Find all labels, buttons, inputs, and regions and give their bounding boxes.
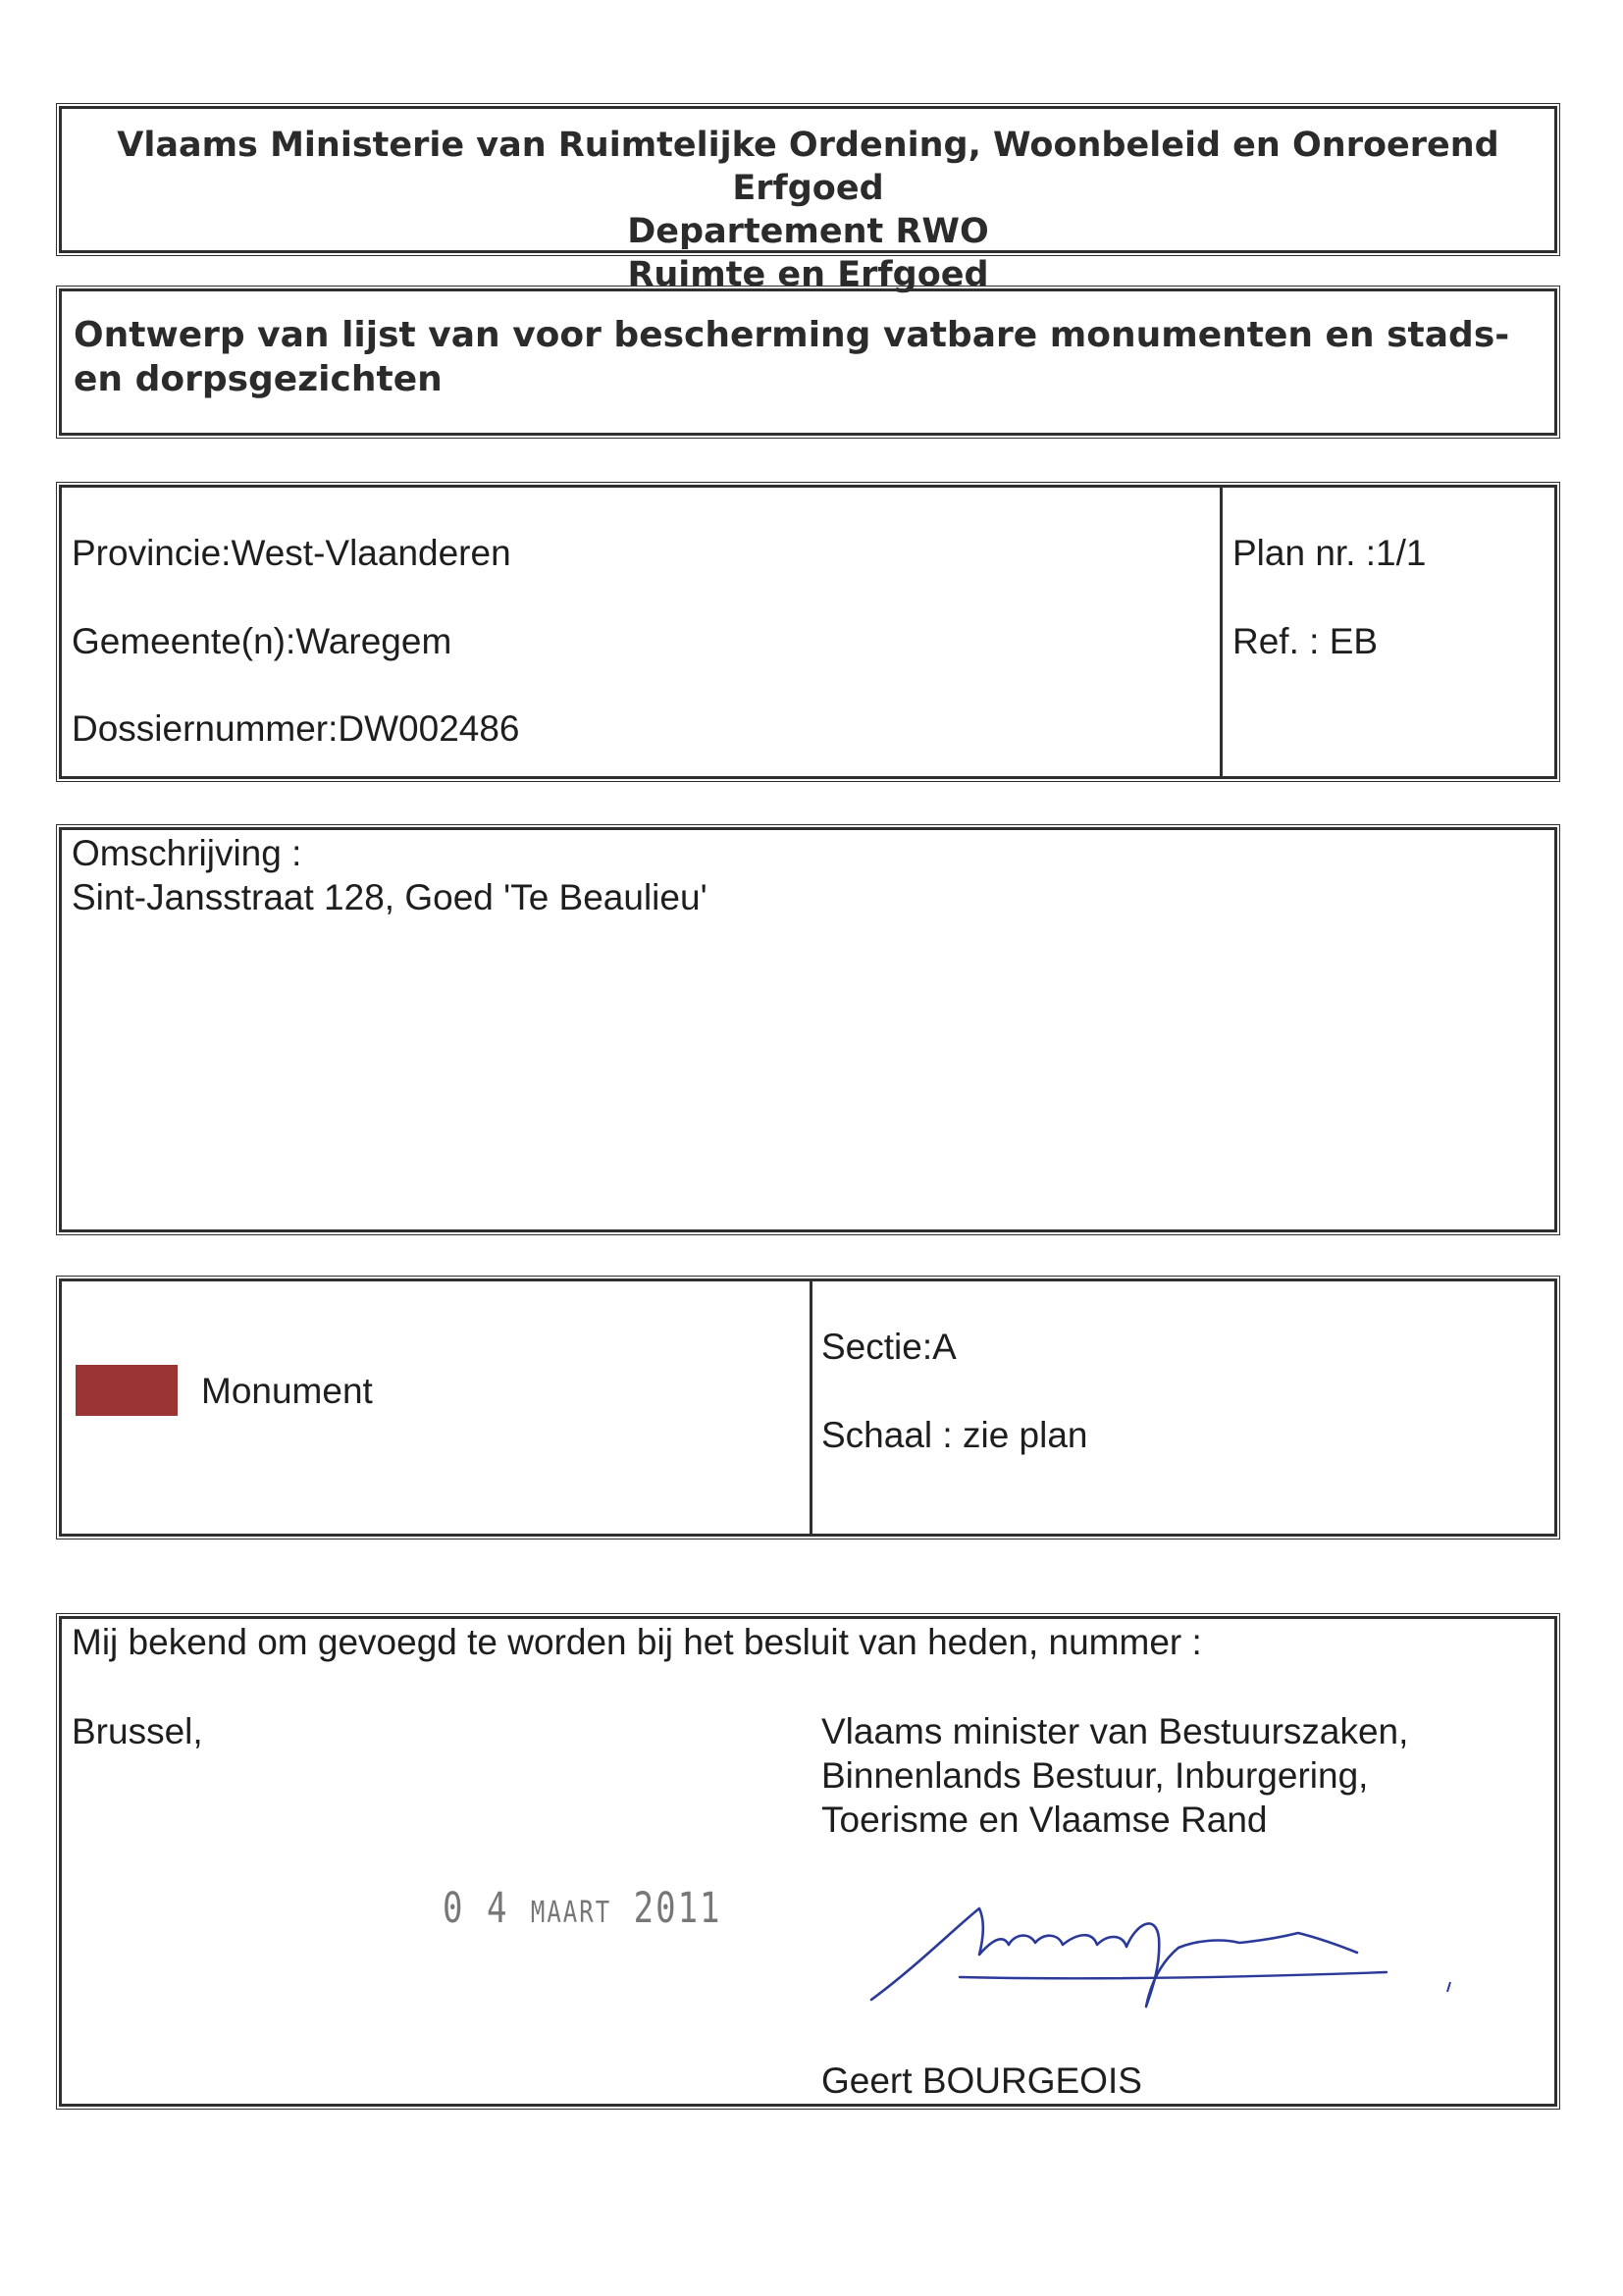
ministry-header (59, 106, 1557, 294)
handwritten-signature (808, 1884, 1455, 2051)
division-name: Ruimte en Erfgoed (627, 255, 989, 294)
description-text: Sint-Jansstraat 128, Goed 'Te Beaulieu' (72, 877, 707, 917)
legend-divider (810, 1281, 812, 1534)
minister-title-line-2: Binnenlands Bestuur, Inburgering, (821, 1755, 1369, 1796)
date-stamp (443, 1884, 722, 1933)
dossier-number-field: Dossiernummer:DW002486 (72, 708, 520, 749)
approval-statement: Mij bekend om gevoegd te worden bij het besluit van heden, nummer : (72, 1622, 1202, 1662)
minister-title-line-1: Vlaams minister van Bestuurszaken, (821, 1711, 1409, 1751)
document-title-box (59, 288, 1557, 436)
ministry-name: Vlaams Ministerie van Ruimtelijke Ordening, Woonbeleid en Onroerend Erfgoed (117, 126, 1499, 208)
minister-title-line-3: Toerisme en Vlaamse Rand (821, 1800, 1268, 1840)
stamp-month: MAART (530, 1895, 612, 1930)
signatory-name: Geert BOURGEOIS (821, 2061, 1142, 2101)
monument-legend-label: Monument (201, 1371, 373, 1411)
signature-box (59, 1616, 1557, 2107)
dossier-info-box (59, 485, 1557, 779)
info-divider (1220, 488, 1223, 776)
department-name: Departement RWO (627, 212, 989, 251)
plan-number-field: Plan nr. :1/1 (1232, 533, 1427, 573)
municipality-field: Gemeente(n):Waregem (72, 621, 452, 661)
signing-place: Brussel, (72, 1711, 203, 1751)
province-field: Provincie:West-Vlaanderen (72, 533, 511, 573)
description-label: Omschrijving : (72, 833, 302, 873)
stamp-day: 0 4 (443, 1884, 509, 1933)
reference-field: Ref. : EB (1232, 621, 1379, 661)
monument-color-swatch (76, 1365, 178, 1416)
scale-field: Schaal : zie plan (821, 1415, 1088, 1455)
document-title: Ontwerp van lijst van voor bescherming vatbare monumenten en stads- en dorpsgezichten (74, 315, 1510, 399)
legend-box (59, 1278, 1557, 1537)
section-field: Sectie:A (821, 1327, 957, 1367)
stamp-year: 2011 (633, 1884, 722, 1933)
description-box (59, 827, 1557, 1232)
